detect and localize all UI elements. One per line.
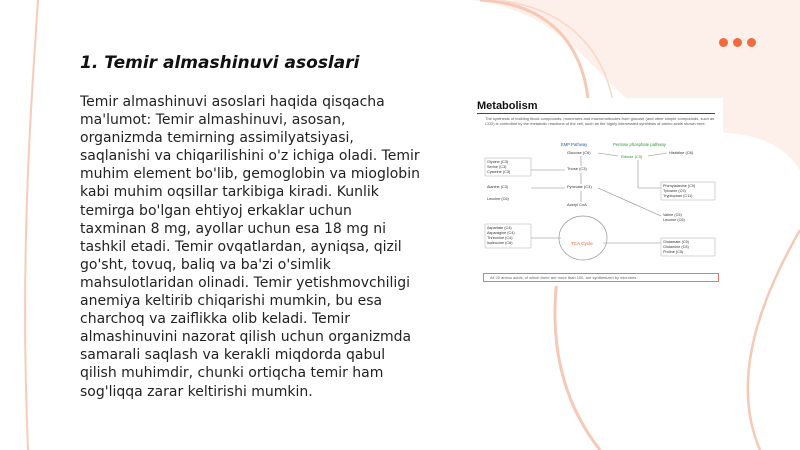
metabolic-pathway-diagram [473,98,723,286]
left-group-1-item: Glycine (C3) [487,160,509,164]
right-group-2-item: Valine (C5) [663,213,682,217]
left-group-1-item: Cysteine (C3) [487,170,511,174]
metabolism-figure [473,98,723,286]
center-node: Triose (C3) [567,166,587,171]
right-group-3-item: Glutamine (C5) [663,245,689,249]
pentose-pathway-label: Pentose phosphate pathway [613,142,666,147]
left-group-3-item: Asparagine (C4) [487,231,515,235]
accent-dot [747,38,756,47]
center-node: Glucose (C6) [567,150,591,155]
center-node: Pyruvate (C3) [567,184,592,189]
slide-paragraph: Temir almashinuvi asoslari haqida qisqacha ma'lumot: Temir almashinuvi, asosan, organizmda temirning assimilyatsiyasi, saqlanishi va chiqarilishini o'z ichiga oladi. Temir muhim element bo'lib, gemoglobin va mioglobin kabi muhim oqsillar tarkibiga kiradi. Kunlik temirga bo'lgan ehtiyoj erkaklar uchun taxminan 8 mg, ayollar uchun esa 18 mg ni tashkil etadi. Temir ovqatlardan, ayniqsa, qizil go'sht, tovuq, baliq va ba'zi o'simlik mahsulotlaridan olinadi. Temir yetishmovchiligi anemiya keltirib chiqarishi mumkin, bu esa charchoq va zaiflikka olib keladi. Temir almashinuvini nazorat qilish uchun organizmda samarali saqlash va kerakli miqdorda qabul qilish muhimdir, chunki ortiqcha temir ham sog'liqqa zarar keltirishi mumkin. [80,94,420,400]
center-node: Histidine (C6) [669,150,694,155]
accent-dots [719,38,756,47]
emp-pathway-label: EMP Pathway [561,142,588,147]
right-group-3-item: Proline (C5) [663,250,684,254]
right-group-1-item: Phenylalanine (C9) [663,184,696,188]
left-group-3-item: Threonine (C4) [487,236,513,240]
left-group-3-item: Aspartate (C4) [487,226,512,230]
left-group-2-item: Leucine (C6) [487,197,509,201]
right-group-3-item: Glutamate (C5) [663,240,689,244]
left-group-1-item: Serine (C3) [487,165,507,169]
figure-note: All 20 amino acids, of which there are more than 100, are synthesized by microbes. [483,273,719,282]
left-group-3-item: Isoleucine (C6) [487,241,513,245]
left-group-2-item: Alanine (C3) [487,185,509,189]
figure-title: Metabolism [477,100,538,112]
accent-dot [719,38,728,47]
accent-dot [733,38,742,47]
right-group-2-item: Leucine (C6) [663,218,685,222]
right-group-1-item: Tryptophan (C11) [663,194,693,198]
center-node: Ribose (C5) [621,154,643,159]
center-node: Acetyl CoA [567,202,587,207]
figure-intro: The synthesis of building block compounds, monomers and macromolecules from glucose (and other simple compounds, such as CO2) is controlled by the metabolic reactions of the cell, such as the highly interrelated synthesis of amino acids shown here. [485,116,715,126]
right-group-1-item: Tyrosine (C9) [663,189,686,193]
tca-cycle-label: TCA Cycle [571,241,593,246]
slide-title: 1. Temir almashinuvi asoslari [80,53,360,73]
